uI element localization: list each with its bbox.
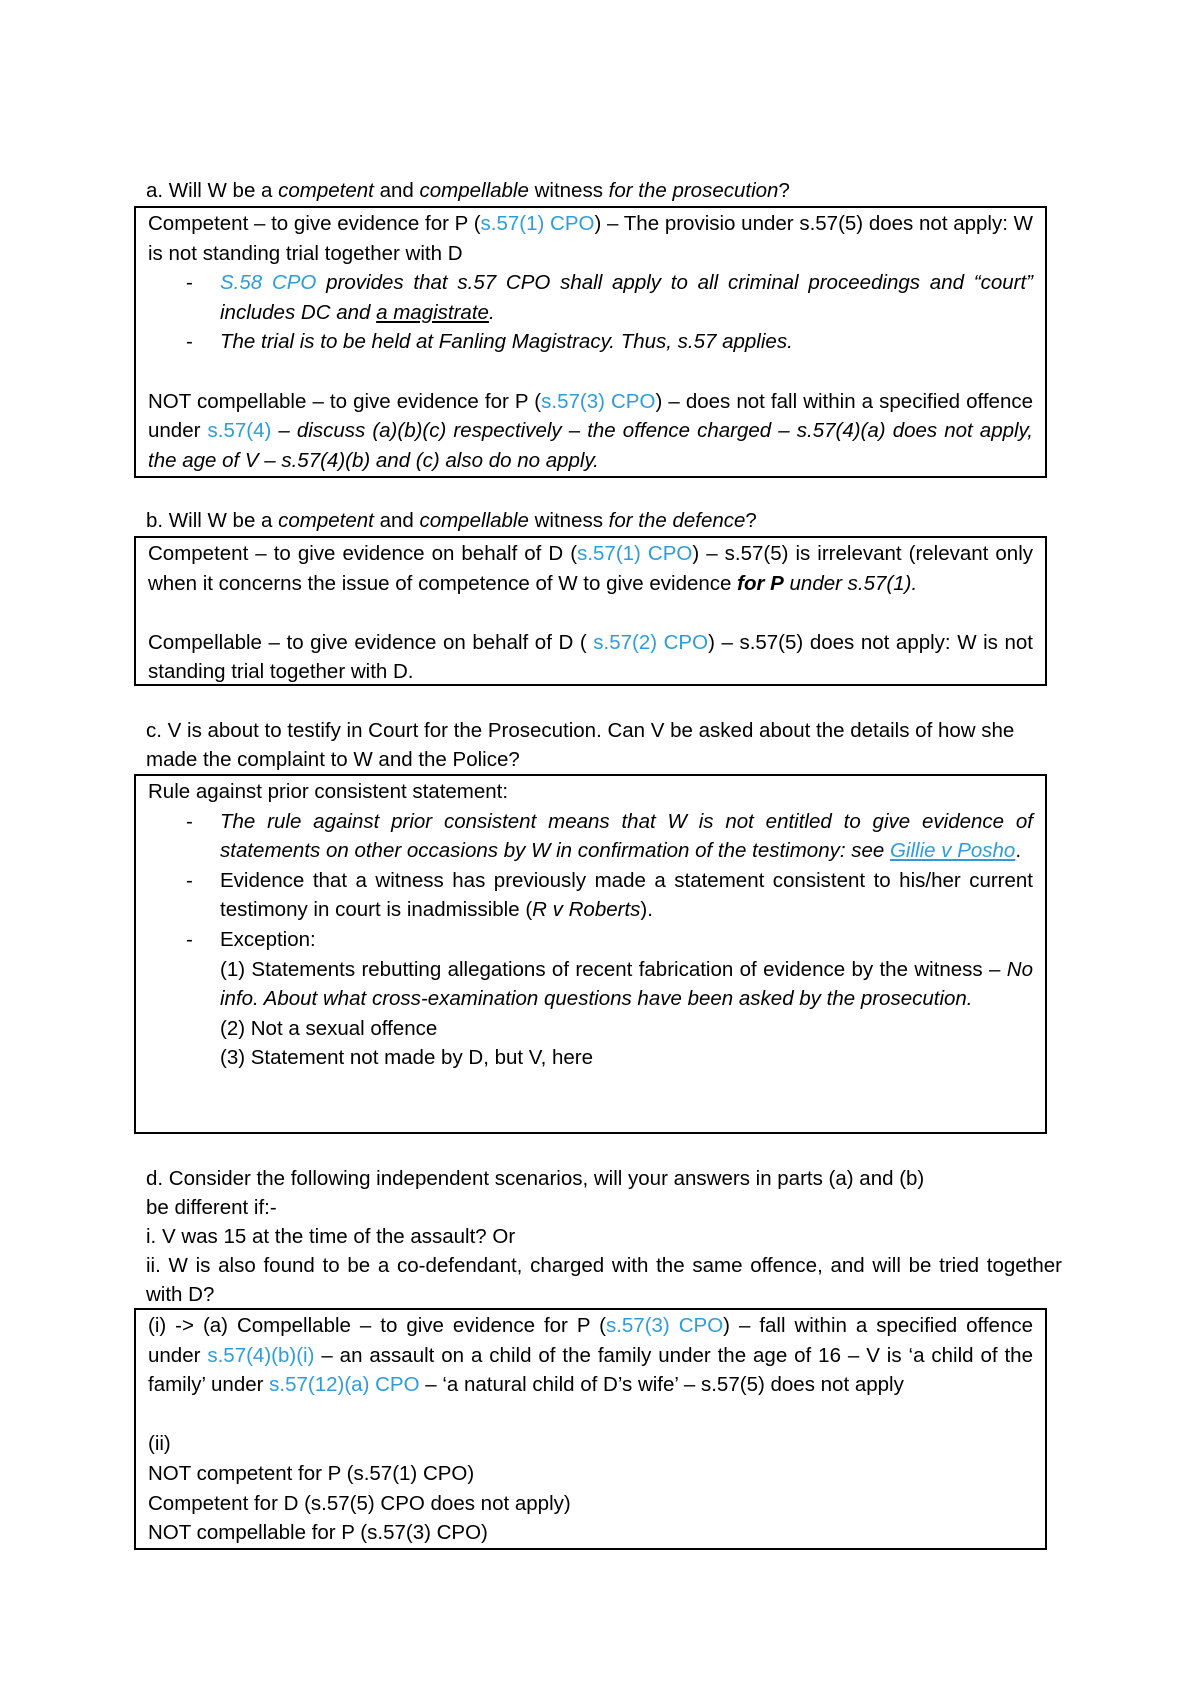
- bullet-list: [148, 807, 1033, 1073]
- statute-ref: s.57(4): [207, 419, 272, 443]
- question-d-intro-1: d. Consider the following independent scenarios, will your answers in parts (a) and (b): [146, 1167, 925, 1190]
- statute-ref: s.57(2) CPO: [593, 630, 709, 654]
- question-d-intro-2: be different if:-: [146, 1196, 277, 1219]
- statute-ref: s.57(4)(b)(i): [207, 1343, 315, 1367]
- statute-ref: s.57(12)(a) CPO: [269, 1373, 420, 1397]
- exception-1: (1) Statements rebutting allegations of recent fabrication of evidence by the witness – No info. About what cross-examination questions have been asked by the prosecution.: [220, 957, 1033, 1011]
- not-compellable-paragraph: NOT compellable – to give evidence for P (s.57(3) CPO) – does not fall within a specified offence under s.57(4) – discuss (a)(b)(c) respectively – the offence charged – s.57(4)(a) does not apply, the age of V – s.57(4)(b) and (c) also do no apply.: [148, 389, 1034, 472]
- question-c: c. V is about to testify in Court for the Prosecution. Can V be asked about the details of how she made the complaint to W and the Police?: [146, 719, 1015, 771]
- bullet-list: [148, 268, 1033, 357]
- exception-2: (2) Not a sexual offence: [220, 1016, 438, 1040]
- statute-ref: s.57(3) CPO: [605, 1314, 724, 1337]
- statute-ref: s.57(1) CPO: [577, 542, 693, 565]
- question-d-item-ii: ii. W is also found to be a co-defendant, charged with the same offence, and will be tried together with D?: [146, 1254, 1062, 1306]
- question-d-item-i: i. V was 15 at the time of the assault? Or: [146, 1225, 516, 1248]
- bullet-item: - Exception: (1) Statements rebutting allegations of recent fabrication of evidence by the witness – No info. About what cross-examination questions have been asked by the prosecution. (2) Not a sexual offence (3) Statement not made by D, but V, here: [220, 925, 1033, 1073]
- exception-3: (3) Statement not made by D, but V, here: [220, 1046, 594, 1070]
- bullet-item: - S.58 CPO provides that s.57 CPO shall apply to all criminal proceedings and “court” includes DC and a magistrate.: [220, 268, 1033, 327]
- answer-ii-line: NOT compellable for P (s.57(3) CPO): [148, 1521, 488, 1545]
- answer-box-a: [134, 206, 1047, 478]
- statute-ref: s.57(3) CPO: [541, 389, 656, 413]
- answer-ii-line: NOT competent for P (s.57(1) CPO): [148, 1461, 475, 1485]
- competent-paragraph: Competent – to give evidence for P (s.57(1) CPO) – The provisio under s.57(5) does not apply: W is not standing trial together with D: [148, 212, 1034, 265]
- answer-ii-line: Competent for D (s.57(5) CPO does not apply): [148, 1491, 571, 1515]
- bullet-item: - The trial is to be held at Fanling Magistracy. Thus, s.57 applies.: [220, 327, 1033, 357]
- answer-box-b: [134, 536, 1047, 686]
- bullet-item: - Evidence that a witness has previously made a statement consistent to his/her current testimony in court is inadmissible (R v Roberts).: [220, 866, 1033, 925]
- answer-ii-label: (ii): [148, 1432, 171, 1456]
- statute-ref: S.58 CPO: [220, 271, 317, 295]
- answer-box-d: [134, 1308, 1047, 1550]
- answer-box-c: [134, 774, 1047, 1134]
- answer-i: (i) -> (a) Compellable – to give evidence for P (s.57(3) CPO) – fall within a specified offence under s.57(4)(b)(i) – an assault on a child of the family under the age of 16 – V is ‘a child of the family’ under s.57(12)(a) CPO – ‘a natural child of D’s wife’ – s.57(5) does not apply: [148, 1314, 1034, 1397]
- competent-paragraph: Competent – to give evidence on behalf of D (s.57(1) CPO) – s.57(5) is irrelevant (relevant only when it concerns the issue of competence of W to give evidence for P under s.57(1).: [148, 542, 1034, 595]
- rule-heading: Rule against prior consistent statement:: [148, 780, 509, 803]
- compellable-paragraph: Compellable – to give evidence on behalf of D ( s.57(2) CPO) – s.57(5) does not apply: W is not standing trial together with D.: [148, 630, 1033, 684]
- case-link-gillie-v-posho[interactable]: Gillie v Posho: [889, 839, 1016, 863]
- question-b: b. Will W be a competent and compellable witness for the defence?: [146, 509, 757, 532]
- statute-ref: s.57(1) CPO: [480, 212, 595, 235]
- question-a: a. Will W be a competent and compellable witness for the prosecution?: [146, 179, 790, 202]
- bullet-item: - The rule against prior consistent means that W is not entitled to give evidence of statements on other occasions by W in confirmation of the testimony: see Gillie v Posho.: [220, 807, 1033, 866]
